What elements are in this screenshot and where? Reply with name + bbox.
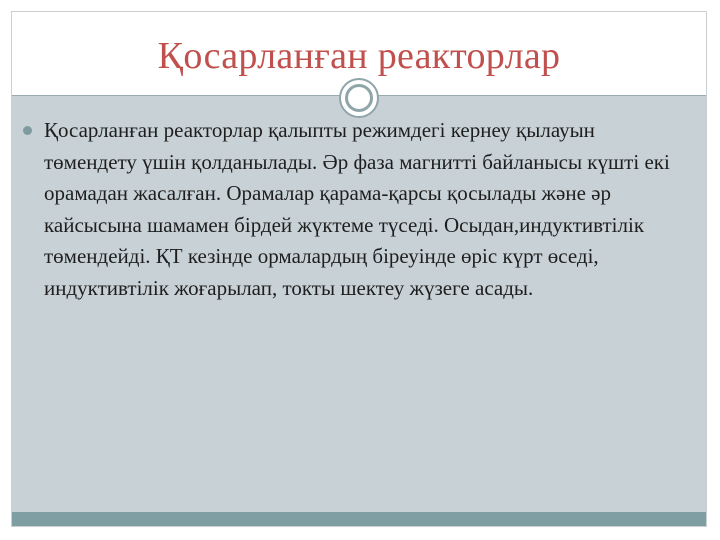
bullet-item — [44, 115, 684, 305]
footer-bar — [12, 512, 706, 526]
slide-title: Қосарланған реакторлар — [157, 35, 561, 77]
bullet-dot-icon — [23, 126, 32, 135]
bullet-text: Қосарланған реакторлар қалыпты режимдегі кернеу қылауын төмендету үшін қолданылады. Әр фаза магнитті байланысы күшті екі орамадан жасалған. Орамалар қарама-қарсы қосылады және әр кайсысына шамамен бірдей жүктеме түседі. Осыдан,индуктивтілік төмендейді. ҚТ кезінде ормалардың біреуінде өріс күрт өседі, индуктивтілік жоғарылап, токты шектеу жүзеге асады. — [44, 118, 670, 300]
circle-ornament-icon — [339, 78, 379, 118]
